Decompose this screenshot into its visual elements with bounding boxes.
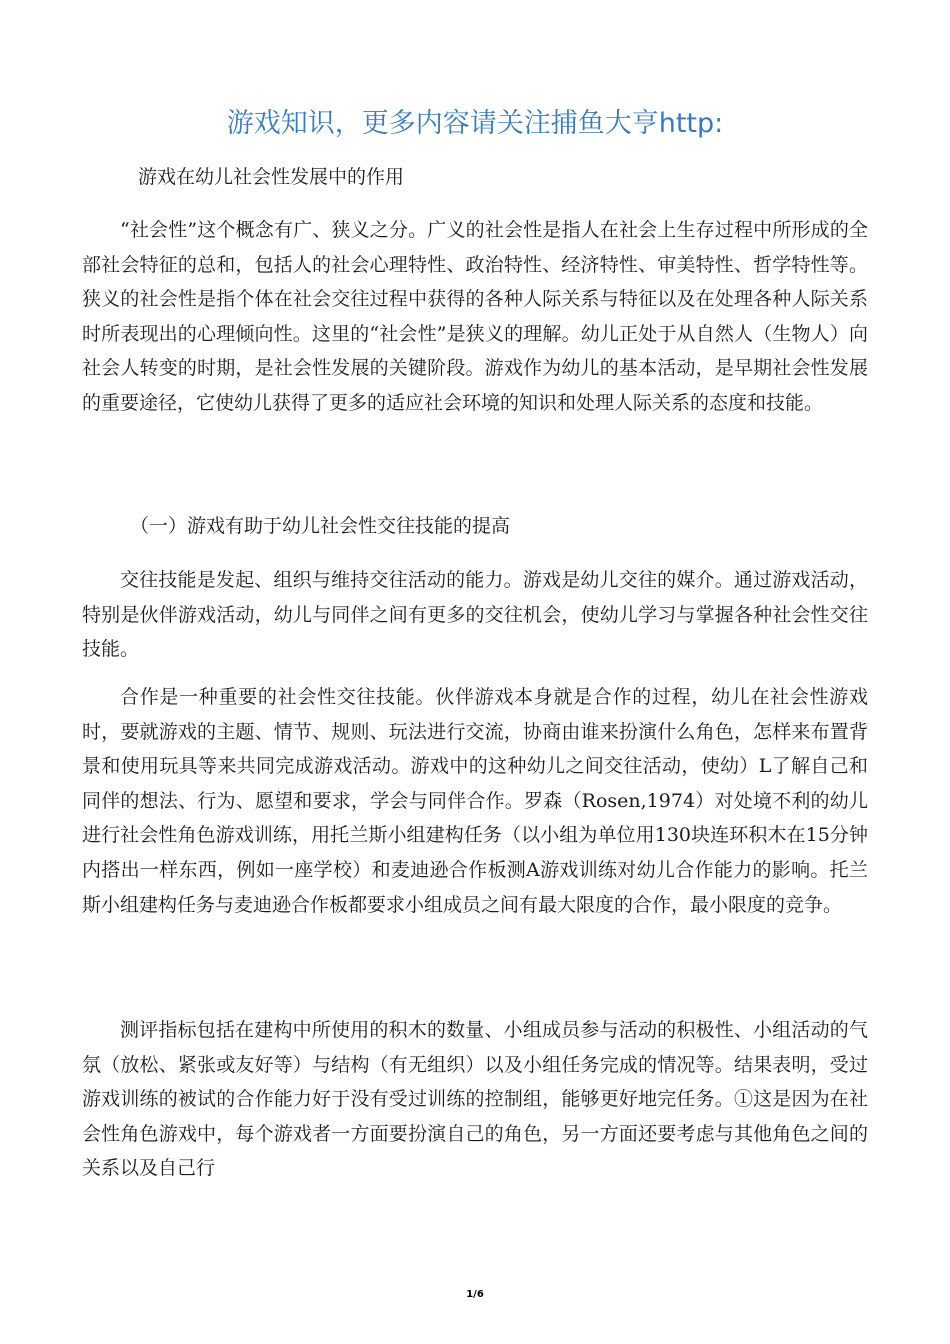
body-paragraph-1: “社会性”这个概念有广、狭义之分。广义的社会性是指人在社会上生存过程中所形成的全部社会特征的总和，包括人的社会心理特性、政治特性、经济特性、审美特性、哲学特性等。狭义的社会性是指个体在社会交往过程中获得的各种人际关系与特征以及在处理各种人际关系时所表现出的心理倾向性。这里的“社会性”是狭义的理解。幼儿正处于从自然人（生物人）向社会人转变的时期，是社会性发展的关键阶段。游戏作为幼儿的基本活动，是早期社会性发展的重要途径，它使幼儿获得了更多的适应社会环境的知识和处理人际关系的态度和技能。 [82, 219, 868, 414]
body-paragraph-3: 合作是一种重要的社会性交往技能。伙伴游戏本身就是合作的过程，幼儿在社会性游戏时，要就游戏的主题、情节、规则、玩法进行交流，协商由谁来扮演什么角色，怎样来布置背景和使用玩具等来共同完成游戏活动。游戏中的这种幼儿之间交往活动，使幼）L了解自己和同伴的想法、行为、愿望和要求，学会与同伴合作。罗森（Rosen,1974）对处境不利的幼儿进行社会性角色游戏训练，用托兰斯小组建构任务（以小组为单位用130块连环积木在15分钟内搭出一样东西，例如一座学校）和麦迪逊合作板测A游戏训练对幼儿合作能力的影响。托兰斯小组建构任务与麦迪逊合作板都要求小组成员之间有最大限度的合作，最小限度的竞争。 [82, 686, 868, 916]
body-paragraph-4: 测评指标包括在建构中所使用的积木的数量、小组成员参与活动的积极性、小组活动的气氛（放松、紧张或友好等）与结构（有无组织）以及小组任务完成的情况等。结果表明，受过游戏训练的被试的合作能力好于没有受过训练的控制组，能够更好地完任务。①这是因为在社会性角色游戏中，每个游戏者一方面要扮演自己的角色，另一方面还要考虑与其他角色之间的关系以及自己行 [82, 1019, 868, 1180]
body-paragraph-2: 交往技能是发起、组织与维持交往活动的能力。游戏是幼儿交往的媒介。通过游戏活动，特别是伙伴游戏活动，幼儿与同伴之间有更多的交往机会，使幼儿学习与掌握各种社会性交往技能。 [82, 569, 868, 661]
page-number: 1/6 [466, 1289, 484, 1300]
header-title: 游戏知识，更多内容请关注捕鱼大亨http: [226, 108, 724, 139]
section-heading: （一）游戏有助于幼儿社会性交往技能的提高 [130, 515, 511, 537]
document-title: 游戏在幼儿社会性发展中的作用 [138, 166, 405, 188]
